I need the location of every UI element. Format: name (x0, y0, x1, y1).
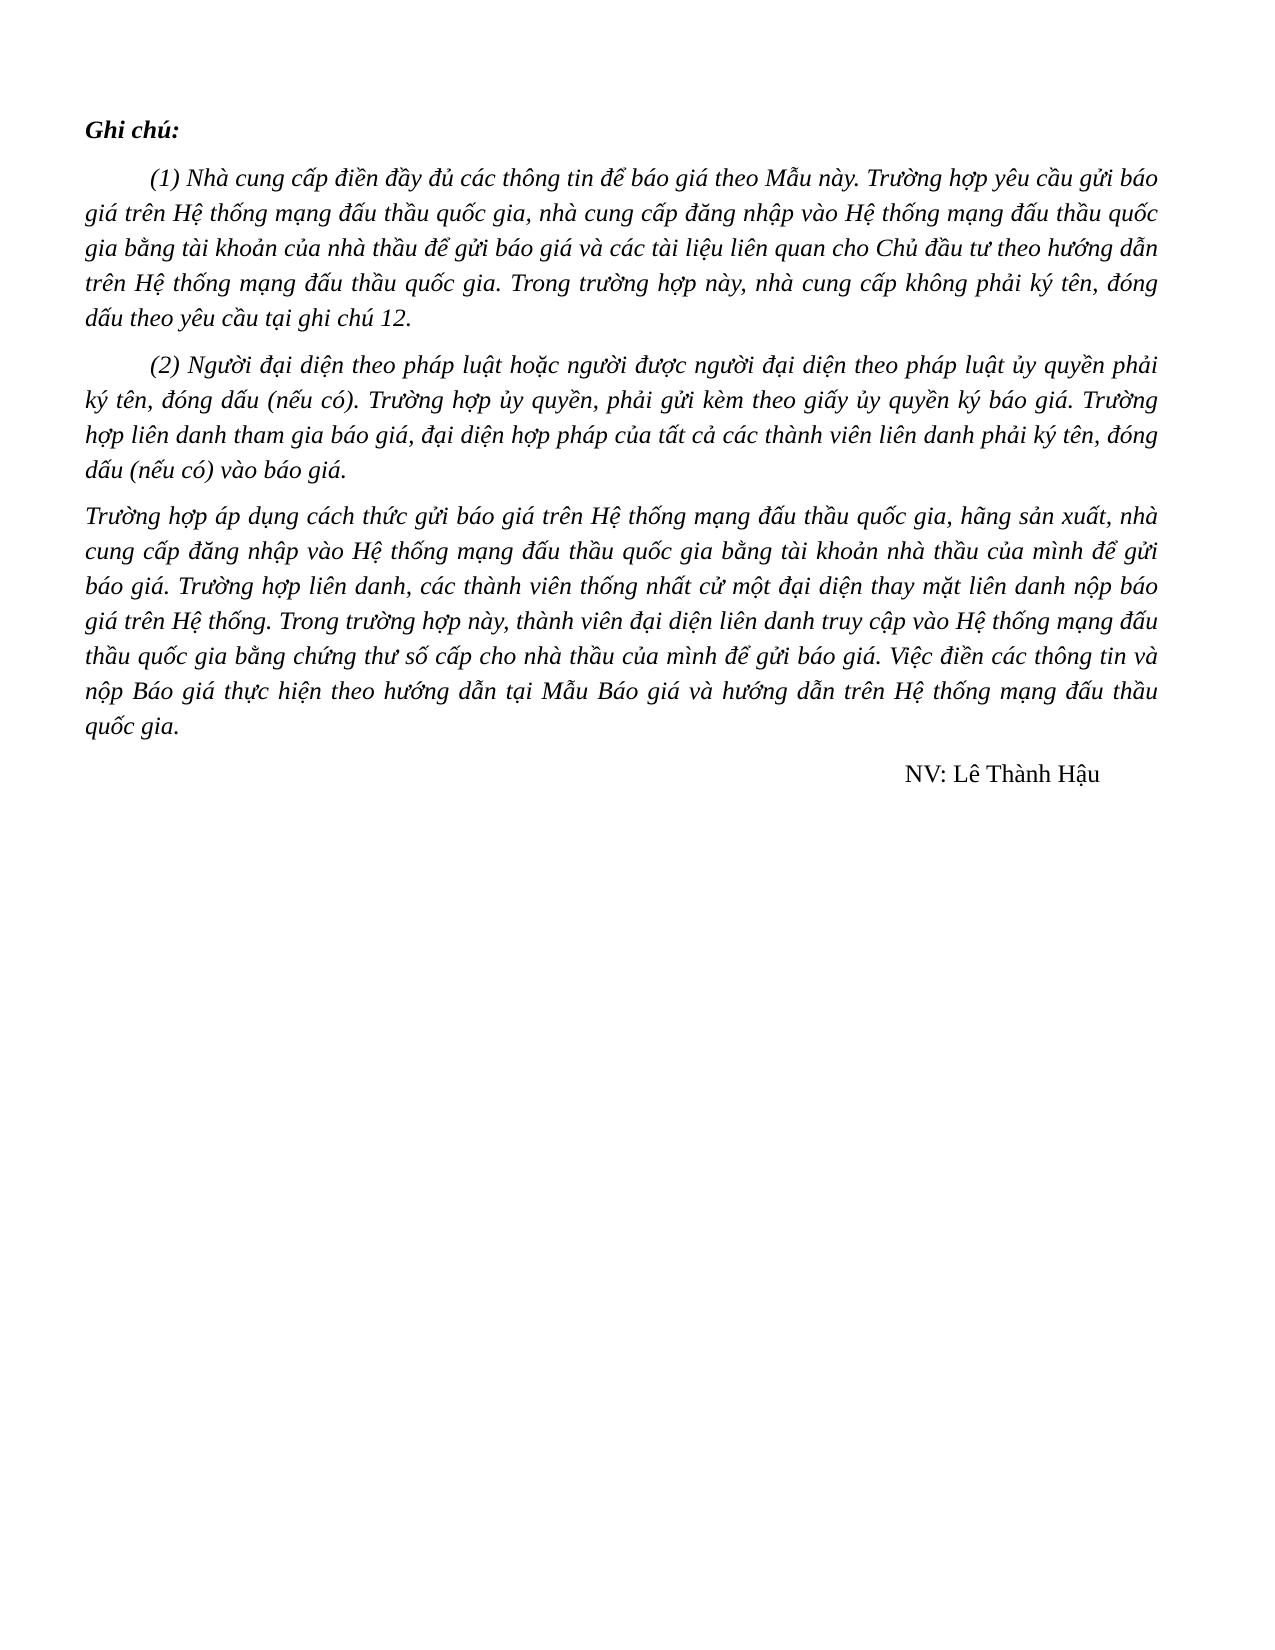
document-body (85, 112, 1158, 791)
note-paragraph-3: Trường hợp áp dụng cách thức gửi báo giá trên Hệ thống mạng đấu thầu quốc gia, hãng sản xuất, nhà cung cấp đăng nhập vào Hệ thống mạng đấu thầu quốc gia bằng tài khoản nhà thầu của mình để gửi báo giá. Trường hợp liên danh, các thành viên thống nhất cử một đại diện thay mặt liên danh nộp báo giá trên Hệ thống. Trong trường hợp này, thành viên đại diện liên danh truy cập vào Hệ thống mạng đấu thầu quốc gia bằng chứng thư số cấp cho nhà thầu của mình để gửi báo giá. Việc điền các thông tin và nộp Báo giá thực hiện theo hướng dẫn tại Mẫu Báo giá và hướng dẫn trên Hệ thống mạng đấu thầu quốc gia. (85, 501, 1158, 740)
signature-text: NV: Lê Thành Hậu (904, 759, 1100, 788)
note-paragraph-1: (1) Nhà cung cấp điền đầy đủ các thông tin để báo giá theo Mẫu này. Trường hợp yêu cầu gửi báo giá trên Hệ thống mạng đấu thầu quốc gia, nhà cung cấp đăng nhập vào Hệ thống mạng đấu thầu quốc gia bằng tài khoản của nhà thầu để gửi báo giá và các tài liệu liên quan cho Chủ đầu tư theo hướng dẫn trên Hệ thống mạng đấu thầu quốc gia. Trong trường hợp này, nhà cung cấp không phải ký tên, đóng dấu theo yêu cầu tại ghi chú 12. (85, 163, 1158, 332)
page-title: Ghi chú: (85, 115, 181, 144)
signature-block (85, 756, 1158, 791)
paragraph-spacer (85, 335, 1158, 347)
paragraph-spacer (85, 487, 1158, 498)
note-paragraph-2: (2) Người đại diện theo pháp luật hoặc người được người đại diện theo pháp luật ủy quyền phải ký tên, đóng dấu (nếu có). Trường hợp ủy quyền, phải gửi kèm theo giấy ủy quyền ký báo giá. Trường hợp liên danh tham gia báo giá, đại diện hợp pháp của tất cả các thành viên liên danh phải ký tên, đóng dấu (nếu có) vào báo giá. (85, 350, 1158, 484)
